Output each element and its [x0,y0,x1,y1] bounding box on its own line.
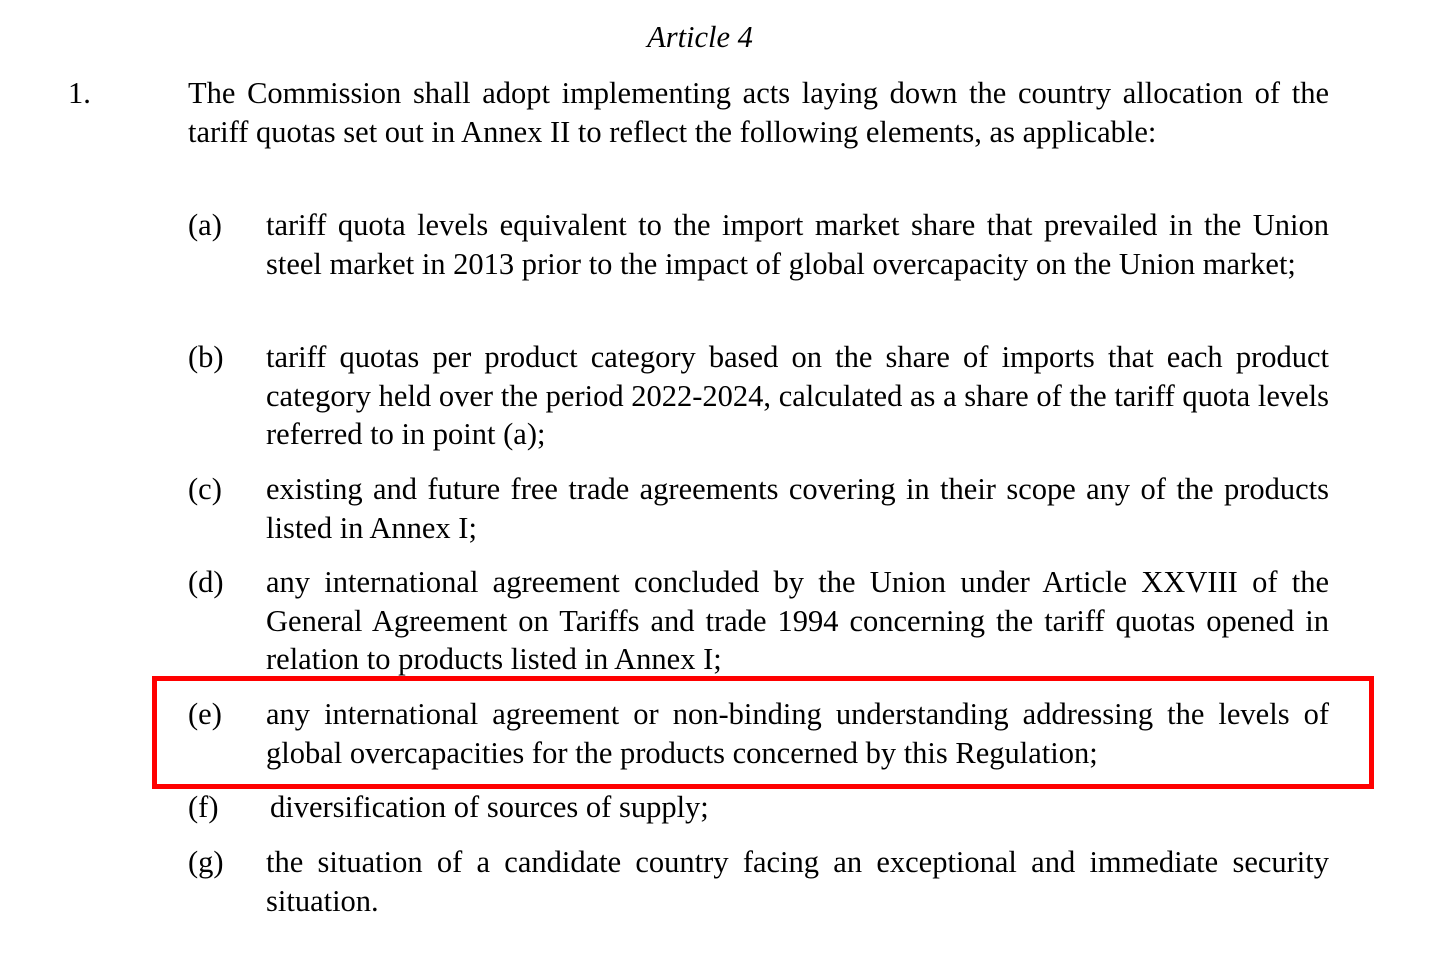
point-label: (c) [188,472,222,506]
point-text: existing and future free trade agreements covering in their scope any of the products listed in Annex I; [266,472,1329,545]
point-text: the situation of a candidate country facing an exceptional and immediate security situation. [266,845,1329,918]
point-text: any international agreement or non-binding understanding addressing the levels of global overcapacities for the products concerned by this Regulation; [266,697,1329,770]
point-label: (b) [188,340,224,374]
point-label: (e) [188,697,222,731]
point-label: (a) [188,208,222,242]
point-text: tariff quota levels equivalent to the import market share that prevailed in the Union steel market in 2013 prior to the impact of global overcapacity on the Union market; [266,208,1329,281]
article-title: Article 4 [647,20,753,54]
point-label: (f) [188,790,219,824]
point-text: any international agreement concluded by the Union under Article XXVIII of the General Agreement on Tariffs and trade 1994 concerning the tariff quotas opened in relation to products listed in Annex I; [266,565,1329,676]
paragraph-text: The Commission shall adopt implementing acts laying down the country allocation of the tariff quotas set out in Annex II to reflect the following elements, as applicable: [188,76,1329,149]
point-text: diversification of sources of supply; [270,790,709,824]
point-label: (g) [188,845,224,879]
point-text: tariff quotas per product category based on the share of imports that each product category held over the period 2022-2024, calculated as a share of the tariff quota levels referred to in point (a); [266,340,1329,451]
point-label: (d) [188,565,224,599]
paragraph-number: 1. [68,76,91,110]
